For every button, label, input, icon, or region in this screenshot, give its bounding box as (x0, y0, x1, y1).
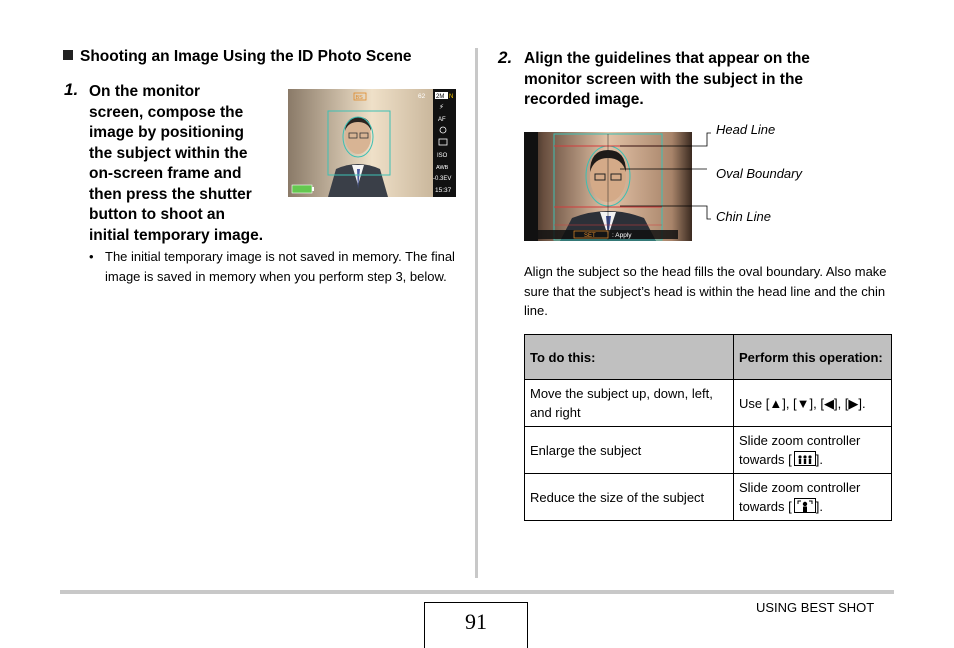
table-cell-action: Reduce the size of the subject (525, 474, 734, 521)
step-2-instruction: Align the guidelines that appear on the monitor screen with the subject in the recorded image. (524, 50, 810, 108)
ev-value: -0.3EV (433, 176, 452, 182)
table-cell-operation: Use [▲], [▼], [◀], [▶]. (734, 380, 892, 427)
quality-badge: N (449, 94, 454, 100)
column-divider (475, 48, 478, 578)
section-heading: Shooting an Image Using the ID Photo Scene (63, 48, 412, 66)
battery-icon (292, 185, 312, 193)
chapter-label: USING BEST SHOT (756, 600, 875, 615)
size-badge: 2M (436, 94, 445, 100)
awb-icon: AWB (436, 165, 449, 171)
camera-monitor-image (288, 89, 456, 197)
step-2-number: 2. (498, 48, 513, 67)
table-cell-operation: Slide zoom controller towards [ ]. (734, 427, 892, 474)
table-cell-action: Enlarge the subject (525, 427, 734, 474)
step-1-number: 1. (64, 80, 79, 99)
set-key-label: SET (584, 233, 596, 239)
head-line-callout: Head Line (716, 122, 776, 137)
group-zoom-icon (794, 451, 816, 466)
oval-boundary-callout: Oval Boundary (716, 166, 802, 181)
table-row (525, 474, 892, 521)
step-1-instruction: On the monitor screen, compose the image by positioning the subject within the on-screen frame and then press the shutter button to shoot an initial temporary image. (89, 83, 263, 244)
af-icon: AF (438, 117, 446, 123)
single-person-zoom-icon (794, 498, 816, 513)
bullet-note: • The initial temporary image is not saved in memory. The final image is saved in memory when you perform step 3, below. (89, 249, 455, 284)
table-header-row (525, 335, 892, 380)
iso-icon: ISO (437, 153, 448, 159)
svg-text:BS: BS (355, 95, 363, 101)
table-row (525, 380, 892, 427)
apply-label: : Apply (612, 232, 632, 239)
chin-line-callout: Chin Line (716, 209, 771, 224)
page-number: 91 (424, 602, 528, 648)
square-bullet-icon (63, 50, 73, 60)
table-header-action: To do this: (525, 335, 734, 380)
flash-icon: ⚡ (439, 103, 444, 111)
shots-remaining: 62 (418, 93, 426, 100)
footer-rule (60, 590, 894, 594)
alignment-paragraph: Align the subject so the head fills the oval boundary. Also make sure that the subject’s head is within the head line and the chin line. (524, 264, 887, 318)
table-header-operation: Perform this operation: (734, 335, 892, 380)
table-cell-action: Move the subject up, down, left, and right (525, 380, 734, 427)
callout-leaders (620, 125, 720, 225)
operations-table (524, 334, 892, 521)
clock-time: 15:37 (435, 187, 452, 194)
table-cell-operation: Slide zoom controller towards [ ]. (734, 474, 892, 521)
table-row (525, 427, 892, 474)
